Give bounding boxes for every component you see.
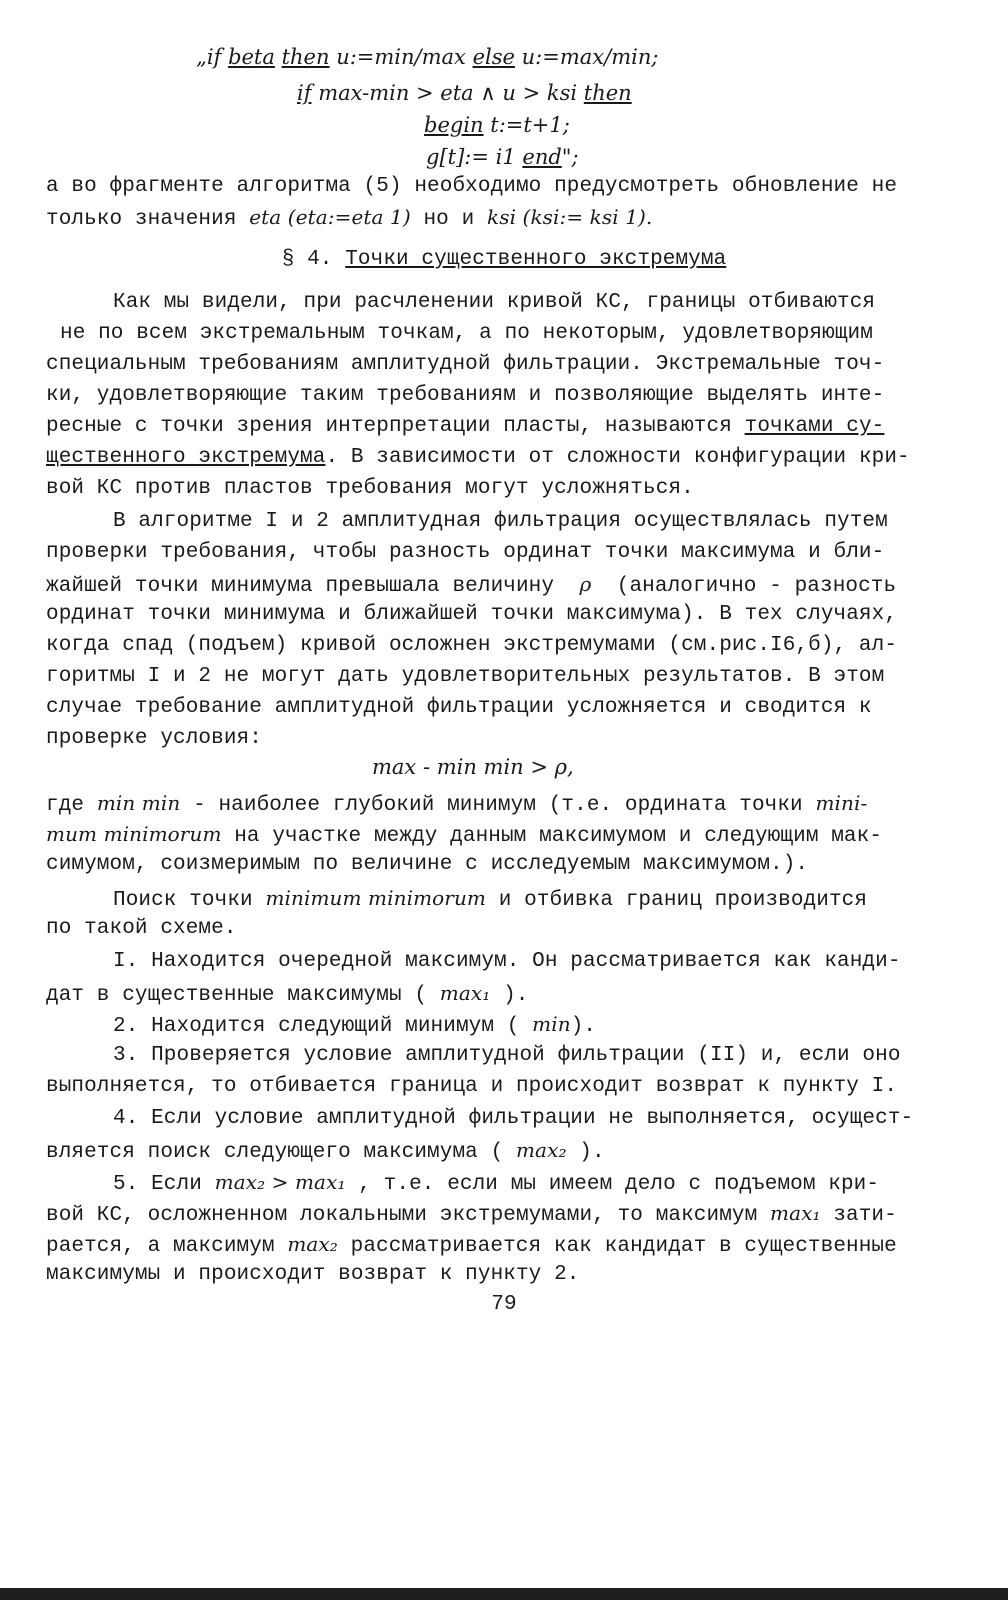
text-line <box>113 883 973 916</box>
text-fragment: ). <box>579 1141 605 1164</box>
step-3-line: 3. Проверяется условие амплитудной фильтрации (II) и, если оно <box>113 1044 901 1067</box>
code-token: g[t]:= i1 <box>426 145 516 169</box>
code-keyword: if <box>297 81 312 105</box>
section-title: Точки существенного экстремума <box>345 248 727 271</box>
section-heading <box>0 245 1008 275</box>
code-keyword: begin <box>424 113 484 137</box>
handwritten-expression: minimum minimorum <box>265 886 486 910</box>
text-line: проверке условия: <box>46 727 262 750</box>
code-line-1 <box>196 42 658 72</box>
text-fragment: где <box>46 794 85 817</box>
text-line: Как мы видели, при расчленении кривой КС, границы отбиваются <box>113 291 876 314</box>
text-fragment: - наиболее глубокий минимум (т.е. ордината точки <box>193 794 803 817</box>
text-fragment: (аналогично - разность <box>616 575 897 598</box>
code-line-2 <box>297 78 632 108</box>
text-line: по такой схеме. <box>46 917 237 940</box>
code-line-3 <box>424 110 570 140</box>
text-line: случае требование амплитудной фильтрации усложняется и сводится к <box>46 696 872 719</box>
code-token: "; <box>561 145 579 169</box>
text-fragment: , т.е. если мы имеем дело с подъемом кри- <box>358 1173 880 1196</box>
handwritten-expression: max₂ <box>287 1232 338 1256</box>
code-line-4 <box>426 142 579 172</box>
text-fragment: жайшей точки минимума превышала величину <box>46 575 555 598</box>
term-underlined: щественного экстремума <box>46 446 326 469</box>
text-fragment: ресные с точки зрения интерпретации пласты, называются <box>46 415 732 438</box>
text-line <box>46 443 966 473</box>
handwritten-expression: max₂ > max₁ <box>214 1170 346 1194</box>
code-token: t:=t+1; <box>490 113 570 137</box>
section-number: § 4. <box>281 248 333 271</box>
text-fragment: ). <box>570 1015 597 1038</box>
text-fragment: рассматривается как кандидат в существенные <box>350 1235 897 1258</box>
text-fragment: вляется поиск следующего максимума ( <box>46 1141 504 1164</box>
handwritten-symbol: ρ <box>579 572 592 596</box>
text-line <box>46 202 966 235</box>
code-keyword: beta <box>228 45 275 69</box>
text-fragment: 2. Находится следующий минимум ( <box>113 1015 520 1038</box>
text-line: не по всем экстремальным точкам, а по некоторым, удовлетворяющим <box>60 322 873 345</box>
step-5-line: максимумы и происходит возврат к пункту 2. <box>46 1263 580 1286</box>
step-4-line: 4. Если условие амплитудной фильтрации не выполняется, осущест- <box>113 1107 914 1130</box>
text-fragment: 5. Если <box>113 1173 202 1196</box>
text-line: симумом, соизмеримым по величине с исследуемым максимумом.). <box>46 853 809 876</box>
step-3-line: выполняется, то отбивается граница и происходит возврат к пункту I. <box>46 1075 898 1098</box>
text-line: ординат точки минимума и ближайшей точки максимума). В тех случаях, <box>46 603 898 626</box>
step-1-line: I. Находится очередной максимум. Он рассматривается как канди- <box>113 950 901 973</box>
text-fragment: . В зависимости от сложности конфигурации кри- <box>325 446 910 469</box>
step-5-line <box>113 1167 973 1200</box>
text-line: горитмы I и 2 не могут дать удовлетворительных результатов. В этом <box>46 665 885 688</box>
code-token: „if <box>196 45 222 69</box>
code-keyword: else <box>472 45 515 69</box>
handwritten-expression: mini- <box>815 791 868 815</box>
text-line: проверки требования, чтобы разность ординат точки максимума и бли- <box>46 541 885 564</box>
formula: max - min min > ρ, <box>372 755 574 779</box>
text-fragment: и отбивка границ производится <box>498 889 868 912</box>
text-line: ки, удовлетворяющие таким требованиям и позволяющие выделять инте- <box>46 384 885 407</box>
code-token: u:=min/max <box>336 45 466 69</box>
text-line: вой КС против пластов требования могут усложняться. <box>46 477 694 500</box>
handwritten-expression: mum minimorum <box>46 822 222 846</box>
text-line: а во фрагменте алгоритма (5) необходимо предусмотреть обновление не <box>46 175 898 198</box>
step-5-line <box>46 1198 966 1231</box>
text-line <box>46 819 966 852</box>
code-keyword: end <box>522 145 562 169</box>
code-token: max-min > eta ∧ u > ksi <box>318 81 578 105</box>
handwritten-expression: max₁ <box>770 1201 821 1225</box>
text-fragment: ). <box>503 984 529 1007</box>
term-underlined: точками су- <box>744 415 885 438</box>
text-line <box>46 569 966 602</box>
text-fragment: на участке между данным максимумом и следующим мак- <box>234 825 883 848</box>
text-fragment: рается, а максимум <box>46 1235 275 1258</box>
text-line <box>46 788 966 821</box>
handwritten-expression: eta (eta:=eta 1) <box>249 205 411 229</box>
scan-edge-divider <box>0 1588 1008 1600</box>
handwritten-expression: ksi (ksi:= ksi 1). <box>487 205 653 229</box>
text-fragment: Поиск точки <box>113 889 253 912</box>
step-1-line <box>46 978 966 1011</box>
text-line: когда спад (подъем) кривой осложнен экстремумами (см.рис.I6,б), ал- <box>46 634 898 657</box>
code-token: u:=max/min; <box>521 45 659 69</box>
text-fragment: но и <box>423 208 475 231</box>
text-fragment: зати- <box>833 1204 897 1227</box>
handwritten-expression: min min <box>96 791 181 815</box>
text-line: специальным требованиям амплитудной фильтрации. Экстремальные точ- <box>46 353 885 376</box>
text-line: В алгоритме I и 2 амплитудная фильтрация осуществлялась путем <box>113 510 888 533</box>
text-fragment: дат в существенные максимумы ( <box>46 984 428 1007</box>
page-number: 79 <box>491 1293 517 1316</box>
step-4-line <box>46 1135 966 1168</box>
step-5-line <box>46 1229 966 1262</box>
text-line <box>46 412 966 442</box>
handwritten-expression: min <box>532 1012 571 1036</box>
handwritten-expression: max₂ <box>515 1138 567 1162</box>
text-fragment: только значения <box>46 208 237 231</box>
step-2-line <box>113 1009 973 1042</box>
code-keyword: then <box>281 45 330 69</box>
code-keyword: then <box>583 81 632 105</box>
handwritten-expression: max₁ <box>439 981 491 1005</box>
text-fragment: вой КС, осложненном локальными экстремумами, то максимум <box>46 1204 758 1227</box>
